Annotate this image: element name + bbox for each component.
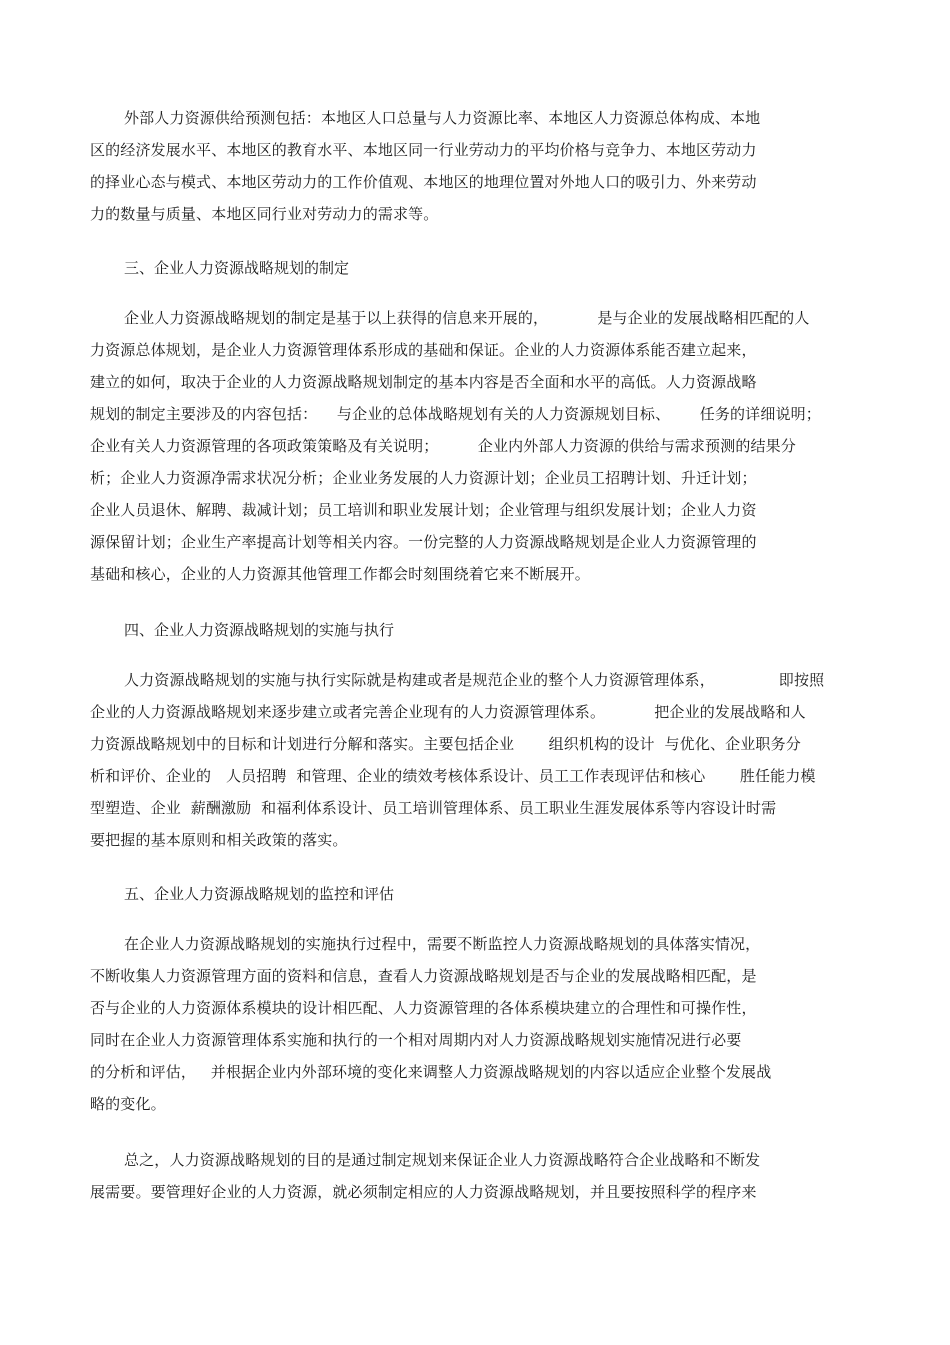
paragraph-line: 要把握的基本原则和相关政策的落实。 bbox=[90, 831, 348, 849]
paragraph-line: 外部人力资源供给预测包括：本地区人口总量与人力资源比率、本地区人力资源总体构成、本地 bbox=[124, 109, 761, 127]
paragraph-line: 力资源总体规划，是企业人力资源管理体系形成的基础和保证。企业的人力资源体系能否建立起来， bbox=[90, 341, 757, 359]
paragraph-line: 企业有关人力资源管理的各项政策策略及有关说明； 企业内外部人力资源的供给与需求预测的结果分 bbox=[90, 437, 796, 455]
paragraph-line: 区的经济发展水平、本地区的教育水平、本地区同一行业劳动力的平均价格与竞争力、本地区劳动力 bbox=[90, 141, 757, 159]
paragraph-line: 力的数量与质量、本地区同行业对劳动力的需求等。 bbox=[90, 205, 439, 223]
paragraph-line: 不断收集人力资源管理方面的资料和信息，查看人力资源战略规划是否与企业的发展战略相匹配，是 bbox=[90, 967, 757, 985]
paragraph-line: 企业人力资源战略规划的制定是基于以上获得的信息来开展的， 是与企业的发展战略相匹配的人 bbox=[124, 309, 810, 327]
section-heading: 五、企业人力资源战略规划的监控和评估 bbox=[124, 885, 395, 903]
section-heading: 三、企业人力资源战略规划的制定 bbox=[124, 259, 350, 277]
paragraph-line: 在企业人力资源战略规划的实施执行过程中，需要不断监控人力资源战略规划的具体落实情况， bbox=[124, 935, 761, 953]
paragraph-line: 析；企业人力资源净需求状况分析；企业业务发展的人力资源计划；企业员工招聘计划、升迁计划； bbox=[90, 469, 757, 487]
paragraph-line: 型塑造、企业 薪酬激励 和福利体系设计、员工培训管理体系、员工职业生涯发展体系等内容设计时需 bbox=[90, 799, 777, 817]
paragraph-line: 企业的人力资源战略规划来逐步建立或者完善企业现有的人力资源管理体系。 把企业的发展战略和人 bbox=[90, 703, 806, 721]
paragraph-line: 展需要。要管理好企业的人力资源，就必须制定相应的人力资源战略规划，并且要按照科学的程序来 bbox=[90, 1183, 757, 1201]
paragraph-line: 同时在企业人力资源管理体系实施和执行的一个相对周期内对人力资源战略规划实施情况进行必要 bbox=[90, 1031, 742, 1049]
paragraph-line: 基础和核心，企业的人力资源其他管理工作都会时刻围绕着它来不断展开。 bbox=[90, 565, 590, 583]
paragraph-line: 的择业心态与模式、本地区劳动力的工作价值观、本地区的地理位置对外地人口的吸引力、外来劳动 bbox=[90, 173, 757, 191]
section-heading: 四、企业人力资源战略规划的实施与执行 bbox=[124, 621, 395, 639]
paragraph-line: 析和评价、企业的 人员招聘 和管理、企业的绩效考核体系设计、员工工作表现评估和核心 胜任能力模 bbox=[90, 767, 816, 785]
paragraph-line: 规划的制定主要涉及的内容包括： 与企业的总体战略规划有关的人力资源规划目标、 任务的详细说明； bbox=[90, 405, 821, 423]
paragraph-line: 力资源战略规划中的目标和计划进行分解和落实。主要包括企业 组织机构的设计 与优化、企业职务分 bbox=[90, 735, 801, 753]
paragraph-line: 建立的如何，取决于企业的人力资源战略规划制定的基本内容是否全面和水平的高低。人力资源战略 bbox=[90, 373, 757, 391]
paragraph-line: 企业人员退休、解聘、裁减计划；员工培训和职业发展计划；企业管理与组织发展计划；企业人力资 bbox=[90, 501, 757, 519]
paragraph-line: 人力资源战略规划的实施与执行实际就是构建或者是规范企业的整个人力资源管理体系， 即按照 bbox=[124, 671, 825, 689]
paragraph-line: 源保留计划；企业生产率提高计划等相关内容。一份完整的人力资源战略规划是企业人力资源管理的 bbox=[90, 533, 757, 551]
paragraph-line: 否与企业的人力资源体系模块的设计相匹配、人力资源管理的各体系模块建立的合理性和可操作性， bbox=[90, 999, 757, 1017]
paragraph-line: 的分析和评估， 并根据企业内外部环境的变化来调整人力资源战略规划的内容以适应企业整个发展战 bbox=[90, 1063, 772, 1081]
paragraph-line: 略的变化。 bbox=[90, 1095, 166, 1113]
paragraph-line: 总之，人力资源战略规划的目的是通过制定规划来保证企业人力资源战略符合企业战略和不断发 bbox=[124, 1151, 761, 1169]
